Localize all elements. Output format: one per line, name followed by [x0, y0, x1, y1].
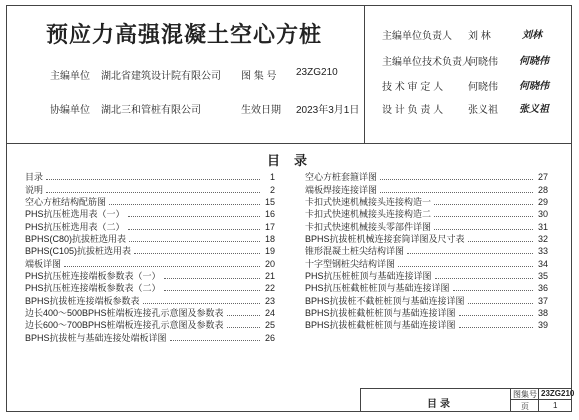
- approval-signature: 何晓伟: [519, 56, 549, 67]
- toc-entry[interactable]: [305, 257, 548, 269]
- toc-entry-page: 20: [264, 258, 275, 269]
- leader-dots: [227, 314, 260, 316]
- toc-entry-title: BPHS抗拔桩连接端板参数表: [25, 295, 140, 306]
- toc-entry[interactable]: [305, 294, 548, 306]
- approval-signature: 张义祖: [519, 104, 549, 115]
- header-divider: [364, 5, 365, 143]
- toc-entry[interactable]: [305, 307, 548, 319]
- toc-entry[interactable]: [305, 233, 548, 245]
- toc-entry-title: 端板详图: [25, 258, 62, 269]
- leader-dots: [459, 326, 533, 328]
- leader-dots: [453, 289, 533, 291]
- header-bottom-rule: [6, 143, 572, 144]
- toc-entry[interactable]: [305, 171, 548, 183]
- leader-dots: [435, 277, 533, 279]
- effective-date: 2023年3月1日: [296, 105, 360, 116]
- toc-entry[interactable]: [25, 257, 275, 269]
- leader-dots: [434, 203, 533, 205]
- toc-entry[interactable]: [305, 208, 548, 220]
- toc-entry-title: PHS抗压桩连接端板参数表（二）: [25, 283, 161, 294]
- toc-entry-page: 29: [537, 197, 548, 208]
- leader-dots: [434, 215, 533, 217]
- toc-entry-page: 16: [264, 209, 275, 220]
- toc-entry[interactable]: [305, 220, 548, 232]
- leader-dots: [380, 191, 533, 193]
- approval-role: 技 术 审 定 人: [382, 82, 444, 93]
- toc-entry-page: 35: [537, 271, 548, 282]
- toc-entry[interactable]: [25, 282, 275, 294]
- toc-entry-page: 2: [269, 184, 275, 195]
- toc-entry-page: 19: [264, 246, 275, 257]
- toc-entry-page: 25: [264, 320, 275, 331]
- assist-unit: 湖北三和管桩有限公司: [101, 105, 201, 116]
- toc-entry[interactable]: [305, 196, 548, 208]
- approval-signature: 刘林: [522, 30, 542, 41]
- toc-entry-page: 31: [537, 221, 548, 232]
- toc-entry[interactable]: [25, 171, 275, 183]
- toc-entry-page: 17: [264, 221, 275, 232]
- toc-entry[interactable]: [25, 270, 275, 282]
- toc-entry-title: 边长400～500BPHS桩端板连接孔示意图及参数表: [25, 308, 224, 319]
- approval-role: 主编单位技术负责人: [382, 57, 472, 68]
- page-title: 预应力高强混凝土空心方桩: [46, 23, 323, 48]
- title-block-page: 1: [553, 401, 558, 410]
- editor-unit: 湖北省建筑设计院有限公司: [101, 71, 221, 82]
- toc-entry-page: 23: [264, 295, 275, 306]
- title-block-atlas-label: 图集号: [513, 390, 537, 399]
- toc-entry-page: 39: [537, 320, 548, 331]
- toc-entry-page: 33: [537, 246, 548, 257]
- toc-entry-title: BPHS抗拔桩与基础连接处端板详图: [25, 332, 167, 343]
- toc-entry-page: 37: [537, 295, 548, 306]
- toc-entry-title: 卡扣式快速机械接头零部件详图: [305, 221, 432, 232]
- atlas-no: 23ZG210: [296, 67, 338, 78]
- toc-entry-title: BPHS(C105)抗拔桩选用表: [25, 246, 132, 257]
- approval-name: 刘 林: [468, 31, 491, 42]
- approval-name: 何晓伟: [468, 57, 498, 68]
- toc-entry-title: PHS抗压桩桩顶与基础连接详图: [305, 271, 432, 282]
- title-block: [360, 388, 575, 412]
- toc-entry-title: 目录: [25, 172, 44, 183]
- title-block-page-cell: [538, 400, 572, 412]
- approval-name: 何晓伟: [468, 82, 498, 93]
- effective-date-label: 生效日期: [241, 105, 281, 116]
- approval-role: 设 计 负 责 人: [382, 105, 444, 116]
- title-block-atlas-no: 23ZG210: [541, 389, 575, 398]
- editor-unit-label: 主编单位: [50, 71, 90, 82]
- toc-entry-page: 18: [264, 234, 275, 245]
- approval-name: 张义祖: [468, 105, 498, 116]
- approval-signature: 何晓伟: [519, 81, 549, 92]
- toc-entry-title: 卡扣式快速机械接头连接构造一: [305, 197, 432, 208]
- toc-entry[interactable]: [25, 208, 275, 220]
- toc-entry-title: PHS抗压桩选用表（二）: [25, 221, 125, 232]
- leader-dots: [407, 252, 533, 254]
- leader-dots: [398, 265, 533, 267]
- toc-entry-title: BPHS抗拔桩截桩桩顶与基础连接详图: [305, 308, 456, 319]
- leader-dots: [164, 277, 260, 279]
- toc-left-column: [25, 171, 275, 344]
- toc-entry[interactable]: [305, 245, 548, 257]
- title-block-page-label-cell: [510, 400, 538, 412]
- title-block-atlas-label-cell: [510, 388, 538, 400]
- toc-entry[interactable]: [25, 196, 275, 208]
- toc-entry-page: 1: [269, 172, 275, 183]
- toc-entry[interactable]: [25, 319, 275, 331]
- toc-entry[interactable]: [25, 294, 275, 306]
- toc-entry-page: 21: [264, 271, 275, 282]
- toc-entry[interactable]: [25, 331, 275, 343]
- leader-dots: [64, 265, 260, 267]
- leader-dots: [459, 314, 533, 316]
- leader-dots: [46, 178, 260, 180]
- leader-dots: [468, 240, 533, 242]
- toc-entry-title: PHS抗压桩选用表（一）: [25, 209, 125, 220]
- toc-entry-title: BPHS抗拔桩截桩桩顶与基础连接详图: [305, 320, 456, 331]
- toc-entry-page: 22: [264, 283, 275, 294]
- title-block-name: 目录: [427, 399, 453, 410]
- toc-entry-page: 15: [264, 197, 275, 208]
- toc-entry-page: 26: [264, 332, 275, 343]
- approval-role: 主编单位负责人: [382, 31, 452, 42]
- atlas-no-label: 图 集 号: [241, 71, 277, 82]
- toc-entry-page: 36: [537, 283, 548, 294]
- toc-entry-title: 边长600～700BPHS桩端板连接孔示意图及参数表: [25, 320, 224, 331]
- toc-entry-title: 十字型钢桩尖结构详图: [305, 258, 396, 269]
- leader-dots: [468, 302, 533, 304]
- toc-entry-title: 空心方桩结构配筋图: [25, 197, 107, 208]
- leader-dots: [129, 240, 260, 242]
- toc-entry-title: BPHS(C80)抗拔桩选用表: [25, 234, 127, 245]
- toc-entry-page: 30: [537, 209, 548, 220]
- leader-dots: [164, 289, 260, 291]
- leader-dots: [227, 326, 260, 328]
- leader-dots: [434, 228, 533, 230]
- leader-dots: [109, 203, 260, 205]
- toc-entry[interactable]: [305, 270, 548, 282]
- toc-entry[interactable]: [305, 319, 548, 331]
- assist-unit-label: 协编单位: [50, 105, 90, 116]
- toc-entry[interactable]: [305, 282, 548, 294]
- toc-entry-title: 锥形混凝土桩尖结构详图: [305, 246, 405, 257]
- toc-entry[interactable]: [25, 307, 275, 319]
- leader-dots: [128, 228, 260, 230]
- leader-dots: [170, 339, 260, 341]
- toc-entry[interactable]: [25, 183, 275, 195]
- toc-entry-title: PHS抗压桩连接端板参数表（一）: [25, 271, 161, 282]
- leader-dots: [134, 252, 260, 254]
- toc-entry[interactable]: [25, 220, 275, 232]
- leader-dots: [143, 302, 260, 304]
- toc-entry-page: 27: [537, 172, 548, 183]
- toc-entry-title: 端板焊接连接详图: [305, 184, 378, 195]
- toc-entry-title: BPHS抗拔桩机械连接套筒详图及尺寸表: [305, 234, 465, 245]
- toc-entry-title: 空心方桩套箍详图: [305, 172, 378, 183]
- toc-entry-title: 卡扣式快速机械接头连接构造二: [305, 209, 432, 220]
- toc-entry-page: 38: [537, 308, 548, 319]
- toc-title: 目录: [267, 153, 322, 168]
- toc-entry-title: BPHS抗拔桩不截桩桩顶与基础连接详图: [305, 295, 465, 306]
- toc-entry-page: 34: [537, 258, 548, 269]
- toc-entry[interactable]: [305, 183, 548, 195]
- toc-entry-page: 24: [264, 308, 275, 319]
- toc-right-column: [305, 171, 548, 331]
- title-block-atlas-cell: [538, 388, 575, 400]
- title-block-page-label: 页: [521, 402, 529, 411]
- toc-entry-title: PHS抗压桩截桩桩顶与基础连接详图: [305, 283, 450, 294]
- toc-entry[interactable]: [25, 245, 275, 257]
- leader-dots: [380, 178, 533, 180]
- leader-dots: [46, 191, 260, 193]
- toc-entry-page: 32: [537, 234, 548, 245]
- toc-entry-title: 说明: [25, 184, 44, 195]
- leader-dots: [128, 215, 260, 217]
- toc-entry[interactable]: [25, 233, 275, 245]
- toc-entry-page: 28: [537, 184, 548, 195]
- title-block-name-cell: [360, 388, 510, 412]
